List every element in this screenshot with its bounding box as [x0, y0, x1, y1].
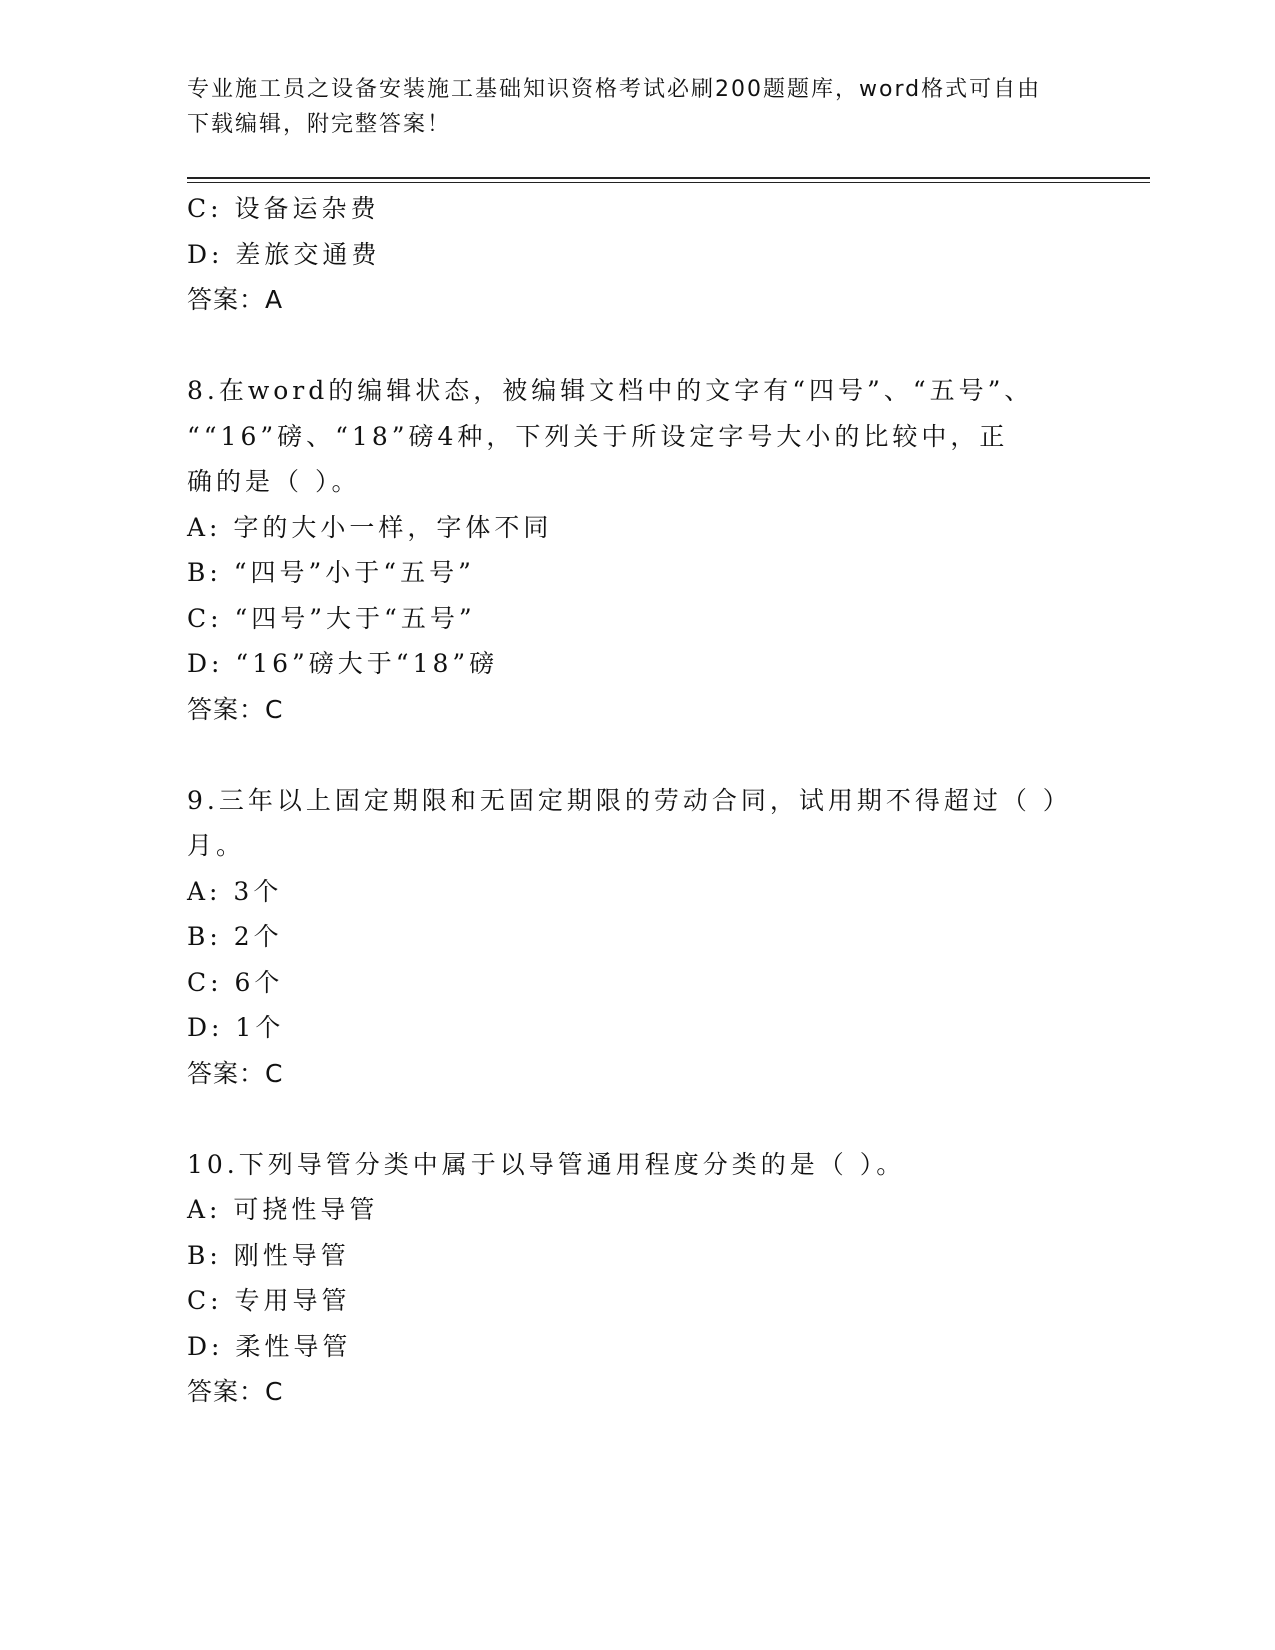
- option-a: A: 可挠性导管: [187, 1195, 379, 1224]
- header-divider-thick: [187, 177, 1150, 179]
- question-stem-line: 月。: [187, 831, 246, 860]
- header-title-line-1: 专业施工员之设备安装施工基础知识资格考试必刷200题题库，word格式可自由: [187, 77, 1042, 102]
- header-divider-thin: [187, 182, 1150, 183]
- spacer: [187, 1096, 1087, 1142]
- question-stem-line: 确的是（ ）。: [187, 467, 361, 496]
- answer-line: 答案：C: [187, 1377, 284, 1406]
- option-c: C: 6个: [187, 967, 284, 997]
- answer-line: 答案：C: [187, 694, 284, 724]
- option-c: C: “四号”大于“五号”: [187, 603, 476, 633]
- question-stem-line: 8.在word的编辑状态，被编辑文档中的文字有“四号”、“五号”、: [187, 376, 1034, 405]
- previous-question-tail: [187, 186, 1087, 323]
- option-d: D: “16”磅大于“18”磅: [187, 649, 499, 678]
- question-stem-line: 10.下列导管分类中属于以导管通用程度分类的是（ ）。: [187, 1149, 906, 1179]
- option-c: C: 设备运杂费: [187, 194, 380, 223]
- question-10: [187, 1142, 1087, 1415]
- page-header: [187, 72, 1087, 142]
- question-8: [187, 368, 1087, 732]
- option-d: D: 差旅交通费: [187, 239, 381, 269]
- question-9: [187, 778, 1087, 1097]
- question-stem-line: 9.三年以上固定期限和无固定期限的劳动合同，试用期不得超过（ ）: [187, 785, 1072, 815]
- option-b: B: 刚性导管: [187, 1240, 350, 1270]
- question-list: [187, 186, 1087, 1415]
- header-title-line-2: 下载编辑，附完整答案！: [187, 112, 452, 137]
- option-a: A: 字的大小一样，字体不同: [187, 512, 553, 542]
- option-a: A: 3个: [187, 876, 283, 906]
- spacer: [187, 323, 1087, 369]
- answer-line: 答案：C: [187, 1058, 284, 1088]
- answer-line: 答案：A: [187, 285, 284, 314]
- spacer: [187, 732, 1087, 778]
- option-b: B: “四号”小于“五号”: [187, 558, 475, 587]
- option-b: B: 2个: [187, 922, 283, 951]
- option-d: D: 柔性导管: [187, 1331, 352, 1361]
- option-c: C: 专用导管: [187, 1286, 351, 1315]
- question-stem-line: ““16”磅、“18”磅4种，下列关于所设定字号大小的比较中，正: [187, 421, 1009, 451]
- option-d: D: 1个: [187, 1013, 285, 1042]
